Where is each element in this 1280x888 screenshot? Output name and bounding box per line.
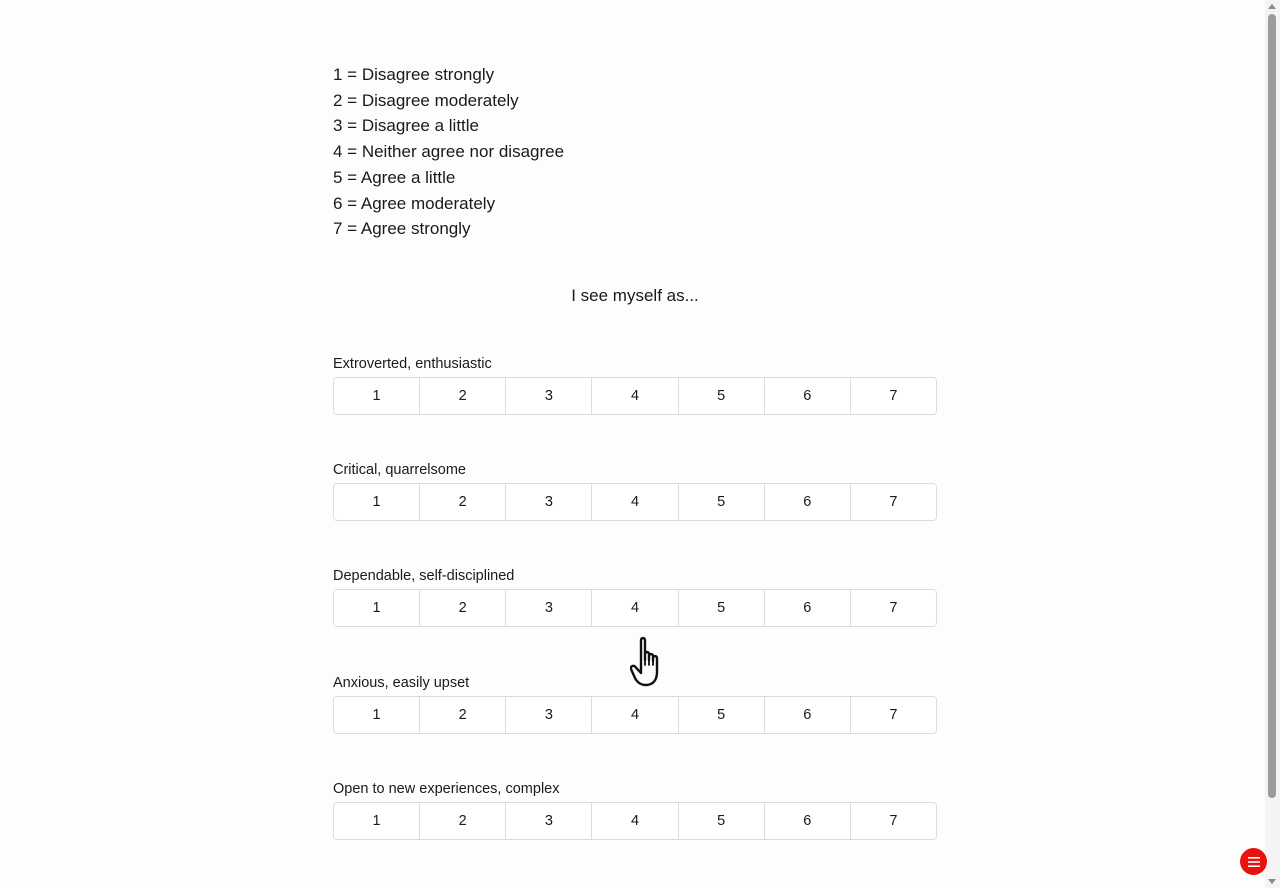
rating-option-6[interactable]: 6 [764,378,850,414]
rating-option-6[interactable]: 6 [764,484,850,520]
menu-icon [1248,857,1260,867]
rating-option-3[interactable]: 3 [505,378,591,414]
rating-option-4[interactable]: 4 [591,590,677,626]
rating-option-7[interactable]: 7 [850,697,936,733]
scale-legend-item-7: 7 = Agree strongly [333,219,471,239]
scale-legend-item-5: 5 = Agree a little [333,167,456,187]
rating-option-4[interactable]: 4 [591,484,677,520]
question-label: Dependable, self-disciplined [333,568,515,584]
scrollbar-thumb[interactable] [1268,14,1276,798]
scale-legend-item-2: 2 = Disagree moderately [333,90,519,110]
scroll-up-arrow-icon[interactable] [1268,4,1276,9]
rating-option-5[interactable]: 5 [678,590,764,626]
hand-pointer-icon [630,634,674,688]
rating-option-7[interactable]: 7 [850,590,936,626]
rating-option-5[interactable]: 5 [678,803,764,839]
rating-option-1[interactable]: 1 [334,697,419,733]
rating-option-5[interactable]: 5 [678,697,764,733]
rating-option-3[interactable]: 3 [505,697,591,733]
rating-option-7[interactable]: 7 [850,484,936,520]
rating-option-2[interactable]: 2 [419,697,505,733]
rating-option-2[interactable]: 2 [419,803,505,839]
scale-legend-item-6: 6 = Agree moderately [333,193,496,213]
rating-group [333,589,937,627]
rating-group [333,377,937,415]
rating-option-2[interactable]: 2 [419,590,505,626]
question-critical [333,461,937,521]
rating-option-5[interactable]: 5 [678,378,764,414]
rating-option-1[interactable]: 1 [334,484,419,520]
rating-option-1[interactable]: 1 [334,803,419,839]
rating-option-7[interactable]: 7 [850,803,936,839]
rating-option-5[interactable]: 5 [678,484,764,520]
scroll-down-arrow-icon[interactable] [1268,879,1276,884]
question-label: Extroverted, enthusiastic [333,356,492,372]
menu-button[interactable] [1240,848,1267,875]
rating-option-6[interactable]: 6 [764,590,850,626]
rating-option-3[interactable]: 3 [505,803,591,839]
rating-option-6[interactable]: 6 [764,697,850,733]
scale-legend-item-1: 1 = Disagree strongly [333,65,495,84]
rating-group [333,483,937,521]
survey-prompt: I see myself as... [571,286,699,305]
scale-legend-item-3: 3 = Disagree a little [333,116,479,136]
question-extroverted [333,355,937,415]
question-label: Anxious, easily upset [333,675,470,691]
rating-option-4[interactable]: 4 [591,378,677,414]
question-label: Open to new experiences, complex [333,781,560,797]
question-open [333,780,937,840]
question-dependable [333,567,937,627]
rating-option-6[interactable]: 6 [764,803,850,839]
rating-option-4[interactable]: 4 [591,697,677,733]
scale-legend-item-4: 4 = Neither agree nor disagree [333,142,565,162]
rating-option-2[interactable]: 2 [419,484,505,520]
question-label: Critical, quarrelsome [333,462,466,478]
rating-option-7[interactable]: 7 [850,378,936,414]
scale-legend [333,62,564,242]
rating-group [333,696,937,734]
rating-group [333,802,937,840]
rating-option-1[interactable]: 1 [334,590,419,626]
vertical-scrollbar[interactable] [1265,0,1280,888]
rating-option-1[interactable]: 1 [334,378,419,414]
rating-option-3[interactable]: 3 [505,484,591,520]
rating-option-4[interactable]: 4 [591,803,677,839]
rating-option-2[interactable]: 2 [419,378,505,414]
rating-option-3[interactable]: 3 [505,590,591,626]
